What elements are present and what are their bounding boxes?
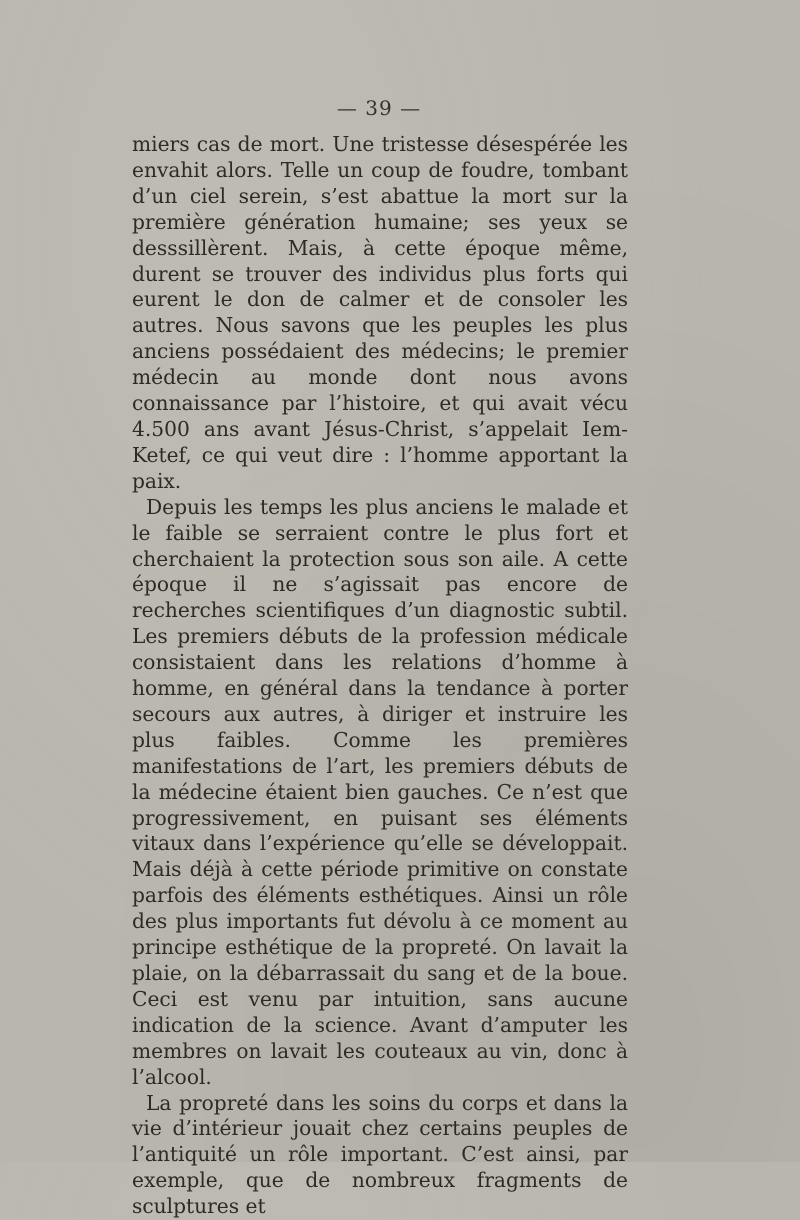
paragraph-2: Depuis les temps les plus anciens le malade et le faible se serraient contre le plus fort et cherchaient la protection sous son aile. A cette époque il ne s’agissait pas encore de recherches scientifiques d’un diagnostic subtil. Les premiers débuts de la profession médicale consistaient dans les relations d’homme à homme, en général dans la tendance à porter secours aux autres, à diriger et instruire les plus faibles. Comme les premières manifestations de l’art, les premiers débuts de la médecine étaient bien gauches. Ce n’est que progressivement, en puisant ses éléments vitaux dans l’expérience qu’elle se développait. Mais déjà à cette période primitive on constate parfois des éléments esthétiques. Ainsi un rôle des plus importants fut dévolu à ce moment au principe esthétique de la propreté. On lavait la plaie, on la débarrassait du sang et de la boue. Ceci est venu par intuition, sans aucune indication de la science. Avant d’amputer les membres on lavait les couteaux au vin, donc à l’alcool.	[132, 494, 628, 1089]
page-number: — 39 —	[336, 96, 422, 120]
paragraph-1: miers cas de mort. Une tristesse désespérée les envahit alors. Telle un coup de foudre, tombant d’un ciel serein, s’est abattue la mort sur la première génération humaine; ses yeux se desssillèrent. Mais, à cette époque même, durent se trouver des individus plus forts qui eurent le don de calmer et de consoler les autres. Nous savons que les peuples les plus anciens possédaient des médecins; le premier médecin au monde dont nous avons connaissance par l’histoire, et qui avait vécu 4.500 ans avant Jésus-Christ, s’appelait Iem-Ketef, ce qui veut dire : l’homme apportant la paix.	[132, 132, 628, 493]
paragraph-3: La propreté dans les soins du corps et dans la vie d’intérieur jouait chez certains peuples de l’antiquité un rôle important. C’est ainsi, par exemple, que de nombreux fragments de sculptures et	[132, 1090, 628, 1219]
body-text	[132, 132, 628, 1220]
